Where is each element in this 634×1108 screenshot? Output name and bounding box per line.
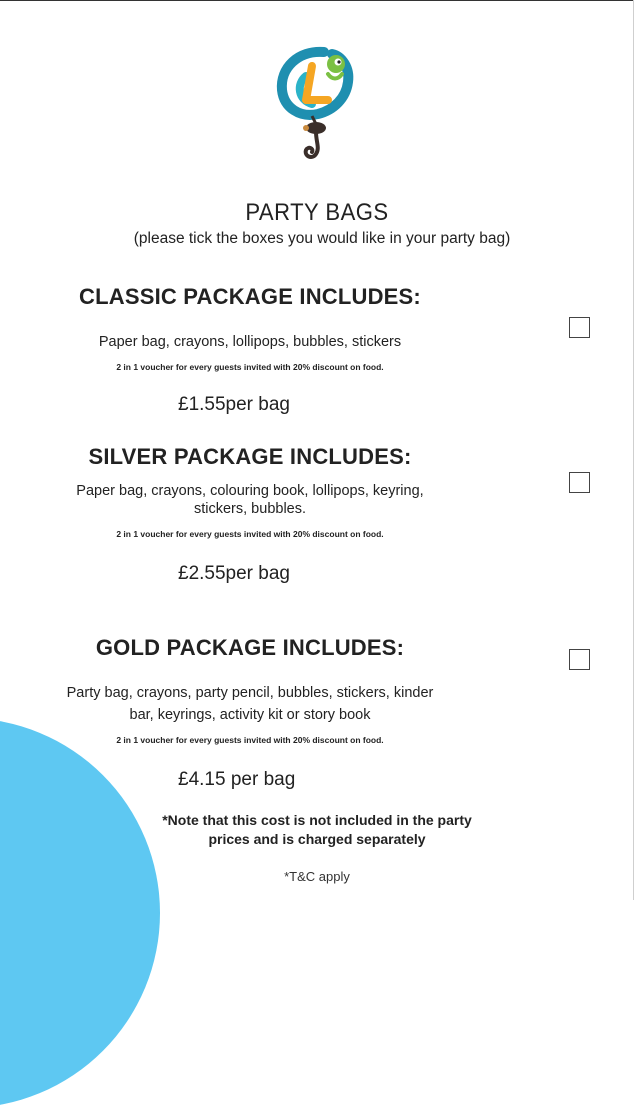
classic-package-voucher: 2 in 1 voucher for every guests invited with 20% discount on food.	[116, 362, 384, 372]
silver-package-voucher: 2 in 1 voucher for every guests invited with 20% discount on food.	[116, 529, 384, 539]
cost-note-line2: prices and is charged separately	[208, 831, 426, 847]
page-title: PARTY BAGS	[245, 199, 389, 226]
gold-package-heading: GOLD PACKAGE INCLUDES:	[95, 635, 405, 660]
page-subtitle: (please tick the boxes you would like in your party bag)	[133, 230, 511, 247]
classic-package-price: £1.55per bag	[178, 394, 290, 415]
gold-package-items-line2: bar, keyrings, activity kit or story book	[129, 707, 371, 723]
silver-package-price: £2.55per bag	[178, 563, 290, 584]
top-border	[0, 0, 634, 1]
silver-package-items-line2: stickers, bubbles.	[193, 501, 307, 517]
classic-package-heading: CLASSIC PACKAGE INCLUDES:	[79, 284, 421, 309]
gold-package-price: £4.15 per bag	[178, 769, 296, 790]
classic-package-checkbox[interactable]	[569, 317, 590, 338]
silver-package-checkbox[interactable]	[569, 472, 590, 493]
classic-package-items: Paper bag, crayons, lollipops, bubbles, stickers	[98, 334, 402, 350]
terms-and-conditions: *T&C apply	[284, 869, 350, 884]
chameleon-logo-icon	[276, 46, 360, 164]
silver-package-heading: SILVER PACKAGE INCLUDES:	[88, 444, 412, 469]
cost-note-line1: *Note that this cost is not included in the party	[162, 812, 472, 828]
gold-package-voucher: 2 in 1 voucher for every guests invited with 20% discount on food.	[116, 735, 384, 745]
gold-package-checkbox[interactable]	[569, 649, 590, 670]
silver-package-items-line1: Paper bag, crayons, colouring book, lollipops, keyring,	[76, 483, 424, 499]
decorative-corner-circle	[0, 718, 160, 1108]
cost-note	[150, 811, 484, 849]
gold-package-items-line1: Party bag, crayons, party pencil, bubbles, stickers, kinder	[66, 685, 434, 701]
